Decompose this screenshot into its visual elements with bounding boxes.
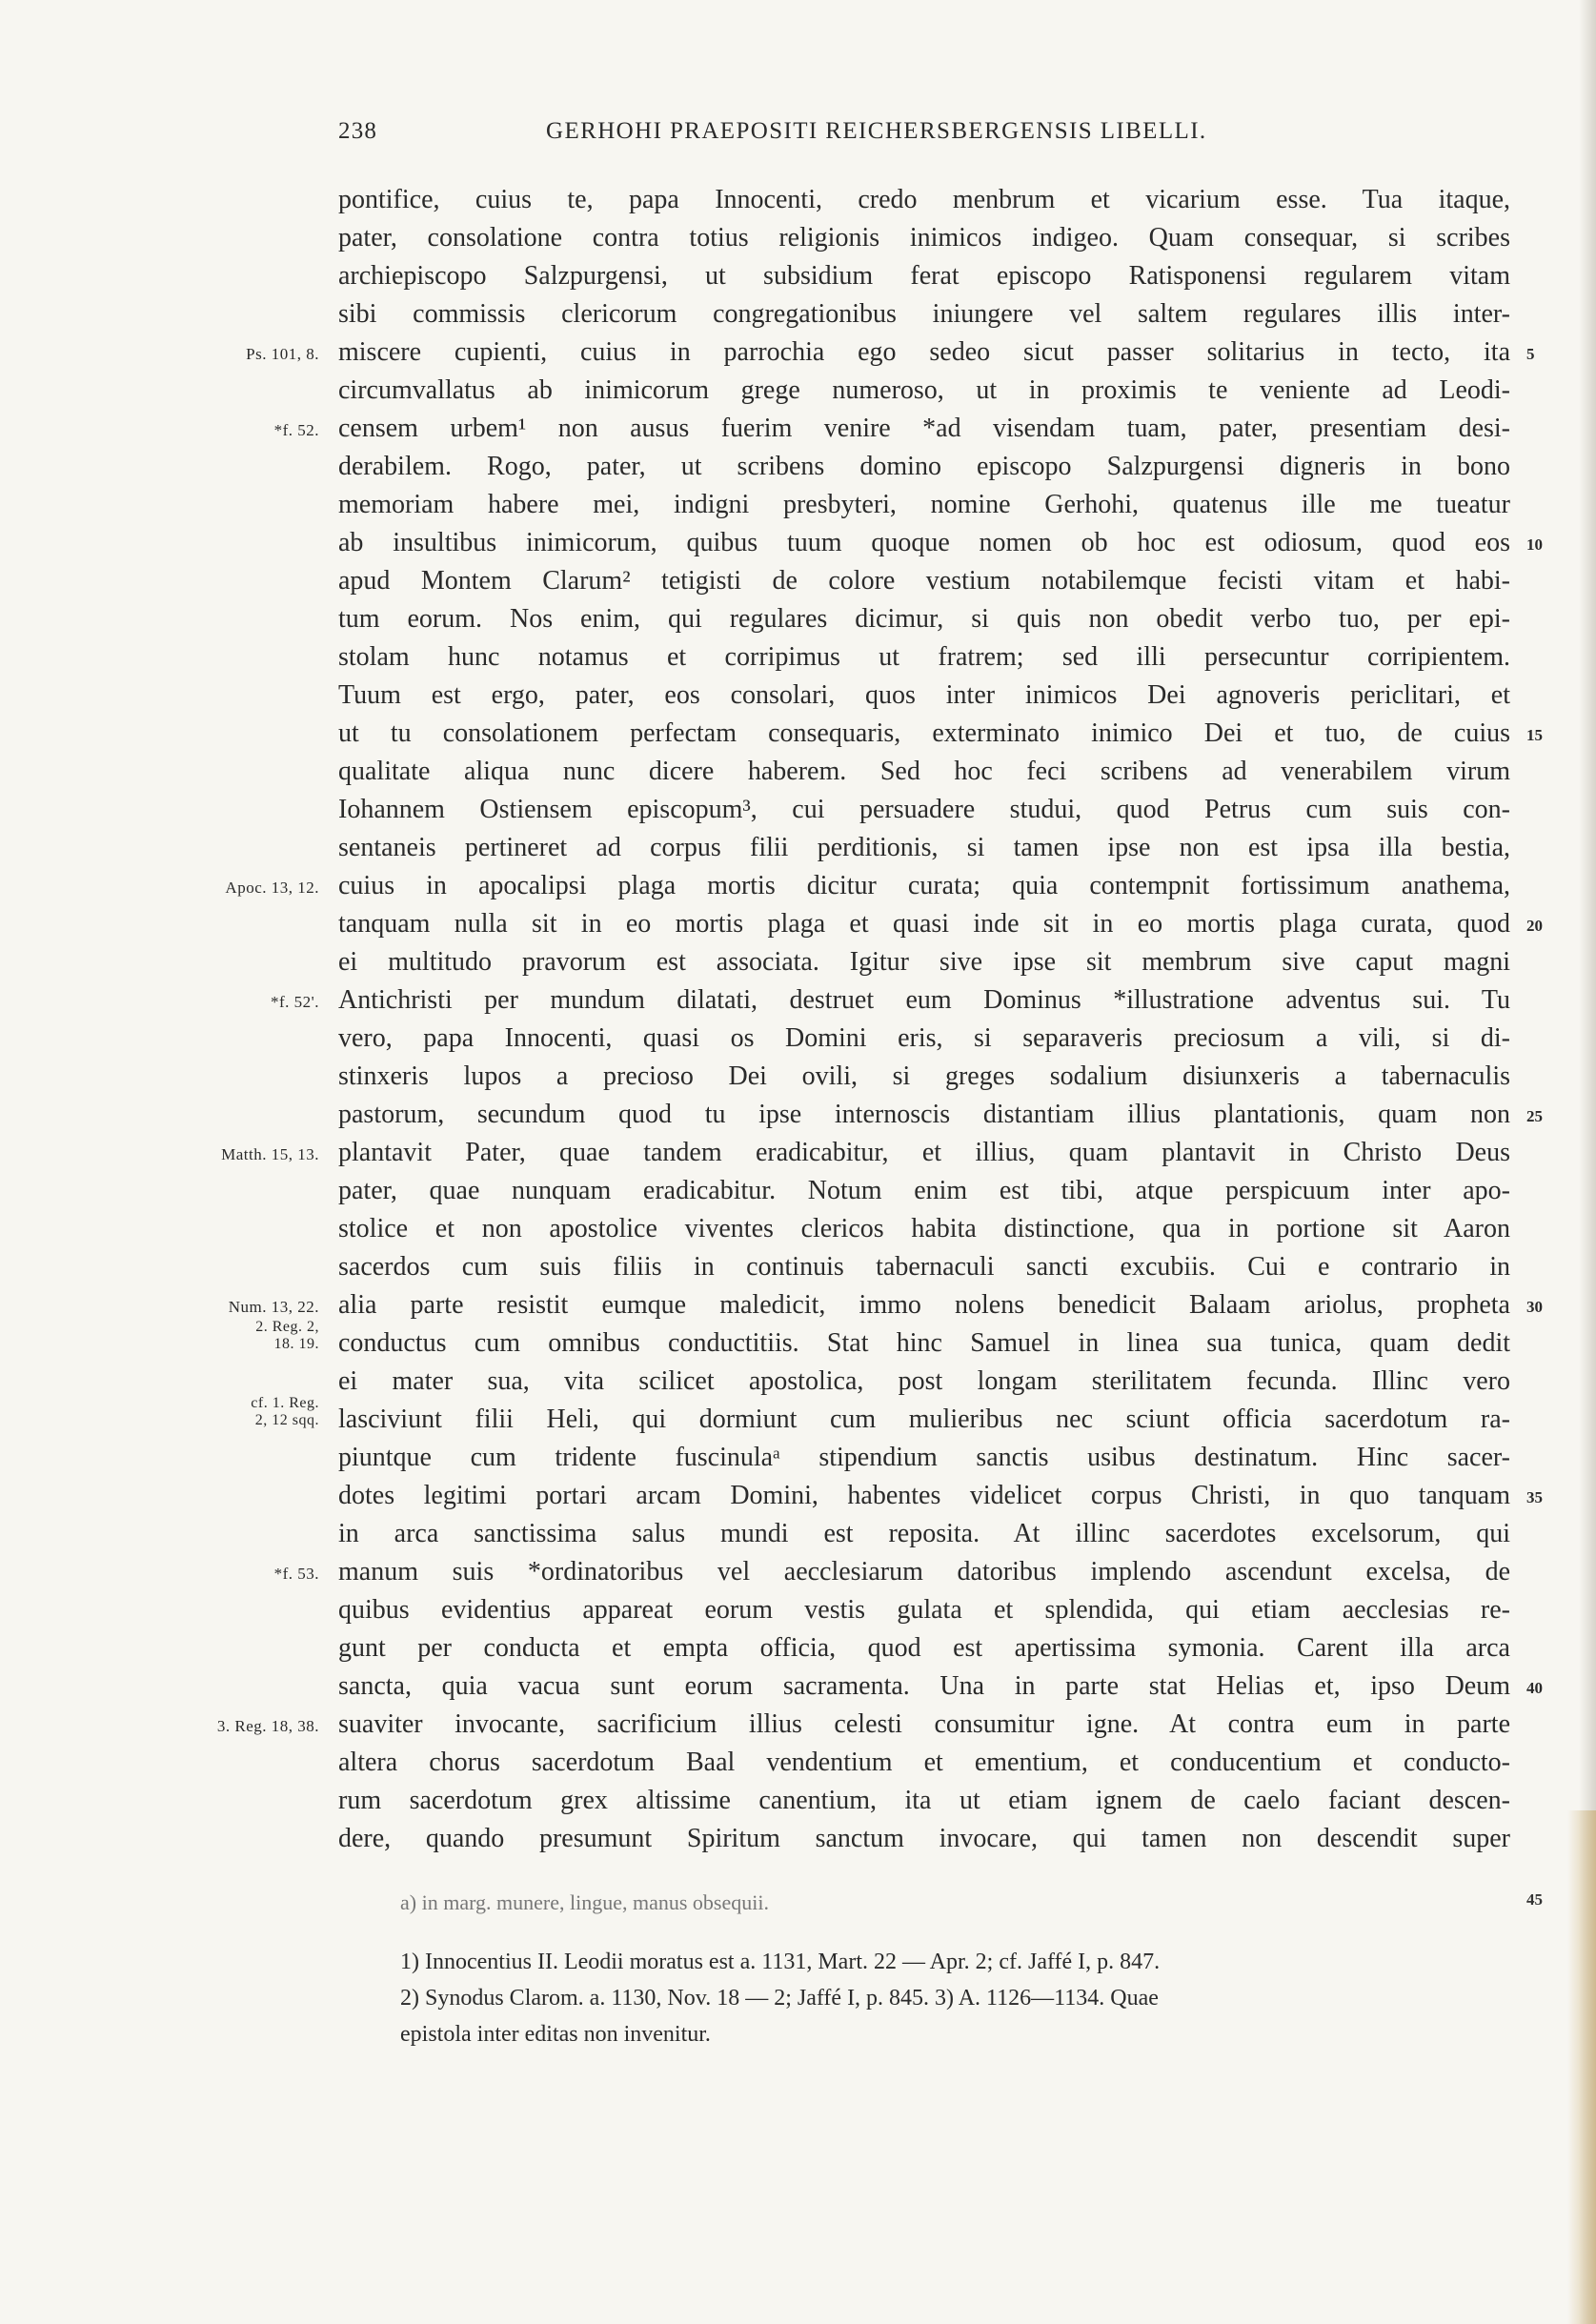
line-text: Antichristi per mundum dilatati, destruet eum Dominus *illustratione adventus sui. Tu	[338, 985, 1510, 1015]
text-line	[338, 1096, 1543, 1134]
text-line	[338, 181, 1512, 219]
line-text: plantavit Pater, quae tandem eradicabitur, et illius, quam plantavit in Christo Deus	[338, 1138, 1510, 1167]
text-line	[338, 1591, 1512, 1629]
margin-reference: *f. 53.	[273, 1565, 319, 1583]
text-line	[338, 1515, 1512, 1553]
line-text: circumvallatus ab inimicorum grege numeroso, ut in proximis te veniente ad Leodi-	[338, 375, 1510, 405]
margin-reference: Ps. 101, 8.	[246, 345, 319, 363]
line-text: Iohannem Ostiensem episcopum³, cui persuadere studui, quod Petrus cum suis con-	[338, 795, 1510, 824]
footnote-line: epistola inter editas non invenitur.	[400, 2022, 711, 2047]
line-text: apud Montem Clarum² tetigisti de colore vestium notabilemque fecisti vitam et habi-	[338, 566, 1510, 596]
text-line	[273, 410, 1512, 448]
critical-apparatus	[400, 1890, 1543, 1915]
margin-reference: Apoc. 13, 12.	[225, 879, 319, 897]
margin-reference: cf. 1. Reg. 2, 12 sqq.	[251, 1395, 319, 1428]
text-line	[273, 1553, 1512, 1591]
text-line	[221, 1134, 1512, 1172]
line-text: lasciviunt filii Heli, qui dormiunt cum mulieribus nec sciunt officia sacerdotum ra-	[338, 1405, 1510, 1434]
line-text: Tuum est ergo, pater, eos consolari, quos inter inimicos Dei agnoveris periclitari, et	[338, 680, 1510, 710]
line-text: pater, quae nunquam eradicabitur. Notum enim est tibi, atque perspicuum inter apo-	[338, 1176, 1510, 1205]
text-line	[338, 562, 1512, 600]
text-line	[216, 1706, 1512, 1744]
text-line	[338, 1248, 1512, 1286]
text-line	[338, 715, 1543, 753]
line-number: 35	[1526, 1488, 1543, 1506]
running-title: GERHOHI PRAEPOSITI REICHERSBERGENSIS LIBELLI.	[546, 118, 1207, 144]
line-number: 25	[1526, 1107, 1543, 1125]
line-text: qualitate aliqua nunc dicere haberem. Sed hoc feci scribens ad venerabilem virum	[338, 757, 1510, 786]
running-header	[338, 118, 1301, 156]
text-line	[338, 753, 1512, 791]
line-number: 40	[1526, 1679, 1543, 1697]
text-line	[338, 1477, 1543, 1515]
text-line	[338, 1782, 1512, 1820]
line-text: quibus evidentius appareat eorum vestis gulata et splendida, qui etiam aecclesias re-	[338, 1595, 1510, 1625]
margin-reference: *f. 52.	[273, 421, 319, 439]
text-line	[338, 1439, 1512, 1477]
text-line	[338, 219, 1512, 257]
text-line	[225, 867, 1512, 905]
line-number: 10	[1526, 536, 1543, 554]
line-text: derabilem. Rogo, pater, ut scribens domino episcopo Salzpurgensi digneris in bono	[338, 452, 1510, 481]
line-text: alia parte resistit eumque maledicit, immo nolens benedicit Balaam ariolus, propheta	[338, 1290, 1510, 1320]
text-line	[338, 943, 1512, 981]
line-text: suaviter invocante, sacrificium illius celesti consumitur igne. At contra eum in parte	[338, 1709, 1510, 1739]
apparatus-note: a) in marg. munere, lingue, manus obsequii.	[400, 1890, 769, 1914]
text-line	[338, 638, 1512, 677]
line-text: in arca sanctissima salus mundi est reposita. At illinc sacerdotes excelsorum, qui	[338, 1519, 1510, 1548]
margin-reference: 3. Reg. 18, 38.	[216, 1717, 319, 1735]
line-text: dere, quando presumunt Spiritum sanctum invocare, qui tamen non descendit super	[338, 1824, 1510, 1853]
text-line	[338, 486, 1512, 524]
line-text: dotes legitimi portari arcam Domini, habentes videlicet corpus Christi, in quo tanquam	[338, 1481, 1510, 1510]
line-text: manum suis *ordinatoribus vel aecclesiarum datoribus implendo ascendunt excelsa, de	[338, 1557, 1510, 1586]
text-line	[271, 981, 1512, 1020]
line-text: vero, papa Innocenti, quasi os Domini eris, si separaveris preciosum a vili, si di-	[338, 1023, 1510, 1053]
text-line	[246, 333, 1535, 372]
line-text: tanquam nulla sit in eo mortis plaga et quasi inde sit in eo mortis plaga curata, quod	[338, 909, 1510, 939]
footnote-line: 1) Innocentius II. Leodii moratus est a. 1131, Mart. 22 — Apr. 2; cf. Jaffé I, p. 847.	[400, 1950, 1161, 1974]
line-text: ab insultibus inimicorum, quibus tuum quoque nomen ob hoc est odiosum, quod eos	[338, 528, 1510, 557]
text-line	[255, 1319, 1512, 1363]
main-text	[216, 181, 1543, 1858]
line-text: pater, consolatione contra totius religionis inimicos indigeo. Quam consequar, si scribes	[338, 223, 1510, 253]
text-line	[338, 448, 1512, 486]
line-text: gunt per conducta et empta officia, quod est apertissima symonia. Carent illa arca	[338, 1633, 1510, 1663]
page-edge-stain	[1567, 1810, 1596, 2324]
line-number: 45	[1526, 1890, 1543, 1909]
line-number: 15	[1526, 726, 1543, 744]
margin-reference: 2. Reg. 2, 18. 19.	[255, 1319, 319, 1352]
line-text: stolice et non apostolice viventes clericos habita distinctione, qua in portione sit Aaron	[338, 1214, 1510, 1243]
line-text: sacerdos cum suis filiis in continuis tabernaculi sancti excubiis. Cui e contrario in	[338, 1252, 1510, 1282]
text-line	[338, 1820, 1512, 1858]
line-text: miscere cupienti, cuius in parrochia ego sedeo sicut passer solitarius in tecto, ita	[338, 337, 1510, 367]
text-line	[338, 1210, 1512, 1248]
text-line	[338, 1363, 1512, 1401]
line-text: rum sacerdotum grex altissime canentium, ita ut etiam ignem de caelo faciant descen-	[338, 1786, 1510, 1815]
text-line	[251, 1395, 1512, 1439]
line-number: 20	[1526, 917, 1543, 935]
text-line	[338, 791, 1512, 829]
footnote-line: 2) Synodus Clarom. a. 1130, Nov. 18 — 2; Jaffé I, p. 845. 3) A. 1126—1134. Quae	[400, 1986, 1159, 2011]
line-text: altera chorus sacerdotum Baal vendentium et ementium, et conducentium et conducto-	[338, 1748, 1510, 1777]
margin-reference: *f. 52'.	[271, 993, 319, 1011]
line-number: 30	[1526, 1298, 1543, 1316]
text-line	[338, 257, 1512, 295]
text-line	[338, 1667, 1543, 1706]
line-text: ei mater sua, vita scilicet apostolica, post longam sterilitatem fecunda. Illinc vero	[338, 1366, 1510, 1396]
text-line	[338, 600, 1512, 638]
line-text: memoriam habere mei, indigni presbyteri, nomine Gerhohi, quatenus ille me tueatur	[338, 490, 1510, 519]
margin-reference: Num. 13, 22.	[228, 1298, 319, 1316]
page-number: 238	[338, 118, 378, 144]
margin-reference: Matth. 15, 13.	[221, 1145, 319, 1163]
line-text: stinxeris lupos a precioso Dei ovili, si greges sodalium disiunxeris a tabernaculis	[338, 1061, 1510, 1091]
line-text: stolam hunc notamus et corripimus ut fratrem; sed illi persecuntur corripientem.	[338, 642, 1510, 672]
text-line	[338, 1020, 1512, 1058]
line-text: pastorum, secundum quod tu ipse internoscis distantiam illius plantationis, quam non	[338, 1100, 1510, 1129]
line-text: sentaneis pertineret ad corpus filii perditionis, si tamen ipse non est ipsa illa bestia,	[338, 833, 1510, 862]
line-text: conductus cum omnibus conductitiis. Stat hinc Samuel in linea sua tunica, quam dedit	[338, 1328, 1510, 1358]
text-line	[338, 829, 1512, 867]
text-line	[338, 295, 1512, 333]
line-number: 5	[1526, 345, 1535, 363]
line-text: cuius in apocalipsi plaga mortis dicitur curata; quia contempnit fortissimum anathema,	[338, 871, 1510, 900]
text-line	[338, 524, 1543, 562]
text-line	[338, 372, 1512, 410]
line-text: piuntque cum tridente fuscinulaᵃ stipendium sanctis usibus destinatum. Hinc sacer-	[338, 1443, 1510, 1472]
text-line	[338, 1629, 1512, 1667]
footnotes	[400, 1944, 1515, 2052]
text-line	[338, 905, 1543, 943]
text-line	[338, 1172, 1512, 1210]
line-text: sancta, quia vacua sunt eorum sacramenta. Una in parte stat Helias et, ipso Deum	[338, 1671, 1510, 1701]
line-text: ei multitudo pravorum est associata. Igitur sive ipse sit membrum sive caput magni	[338, 947, 1510, 977]
text-line	[338, 1058, 1512, 1096]
text-line	[338, 1744, 1512, 1782]
line-text: sibi commissis clericorum congregationibus iniungere vel saltem regulares illis inter-	[338, 299, 1510, 329]
line-text: ut tu consolationem perfectam consequaris, exterminato inimico Dei et tuo, de cuius	[338, 718, 1510, 748]
line-text: pontifice, cuius te, papa Innocenti, credo menbrum et vicarium esse. Tua itaque,	[338, 185, 1510, 214]
line-text: archiepiscopo Salzpurgensi, ut subsidium ferat episcopo Ratisponensi regularem vitam	[338, 261, 1510, 291]
text-line	[338, 677, 1512, 715]
text-line	[228, 1286, 1543, 1324]
line-text: censem urbem¹ non ausus fuerim venire *ad visendam tuam, pater, presentiam desi-	[338, 414, 1510, 443]
line-text: tum eorum. Nos enim, qui regulares dicimur, si quis non obedit verbo tuo, per epi-	[338, 604, 1510, 634]
